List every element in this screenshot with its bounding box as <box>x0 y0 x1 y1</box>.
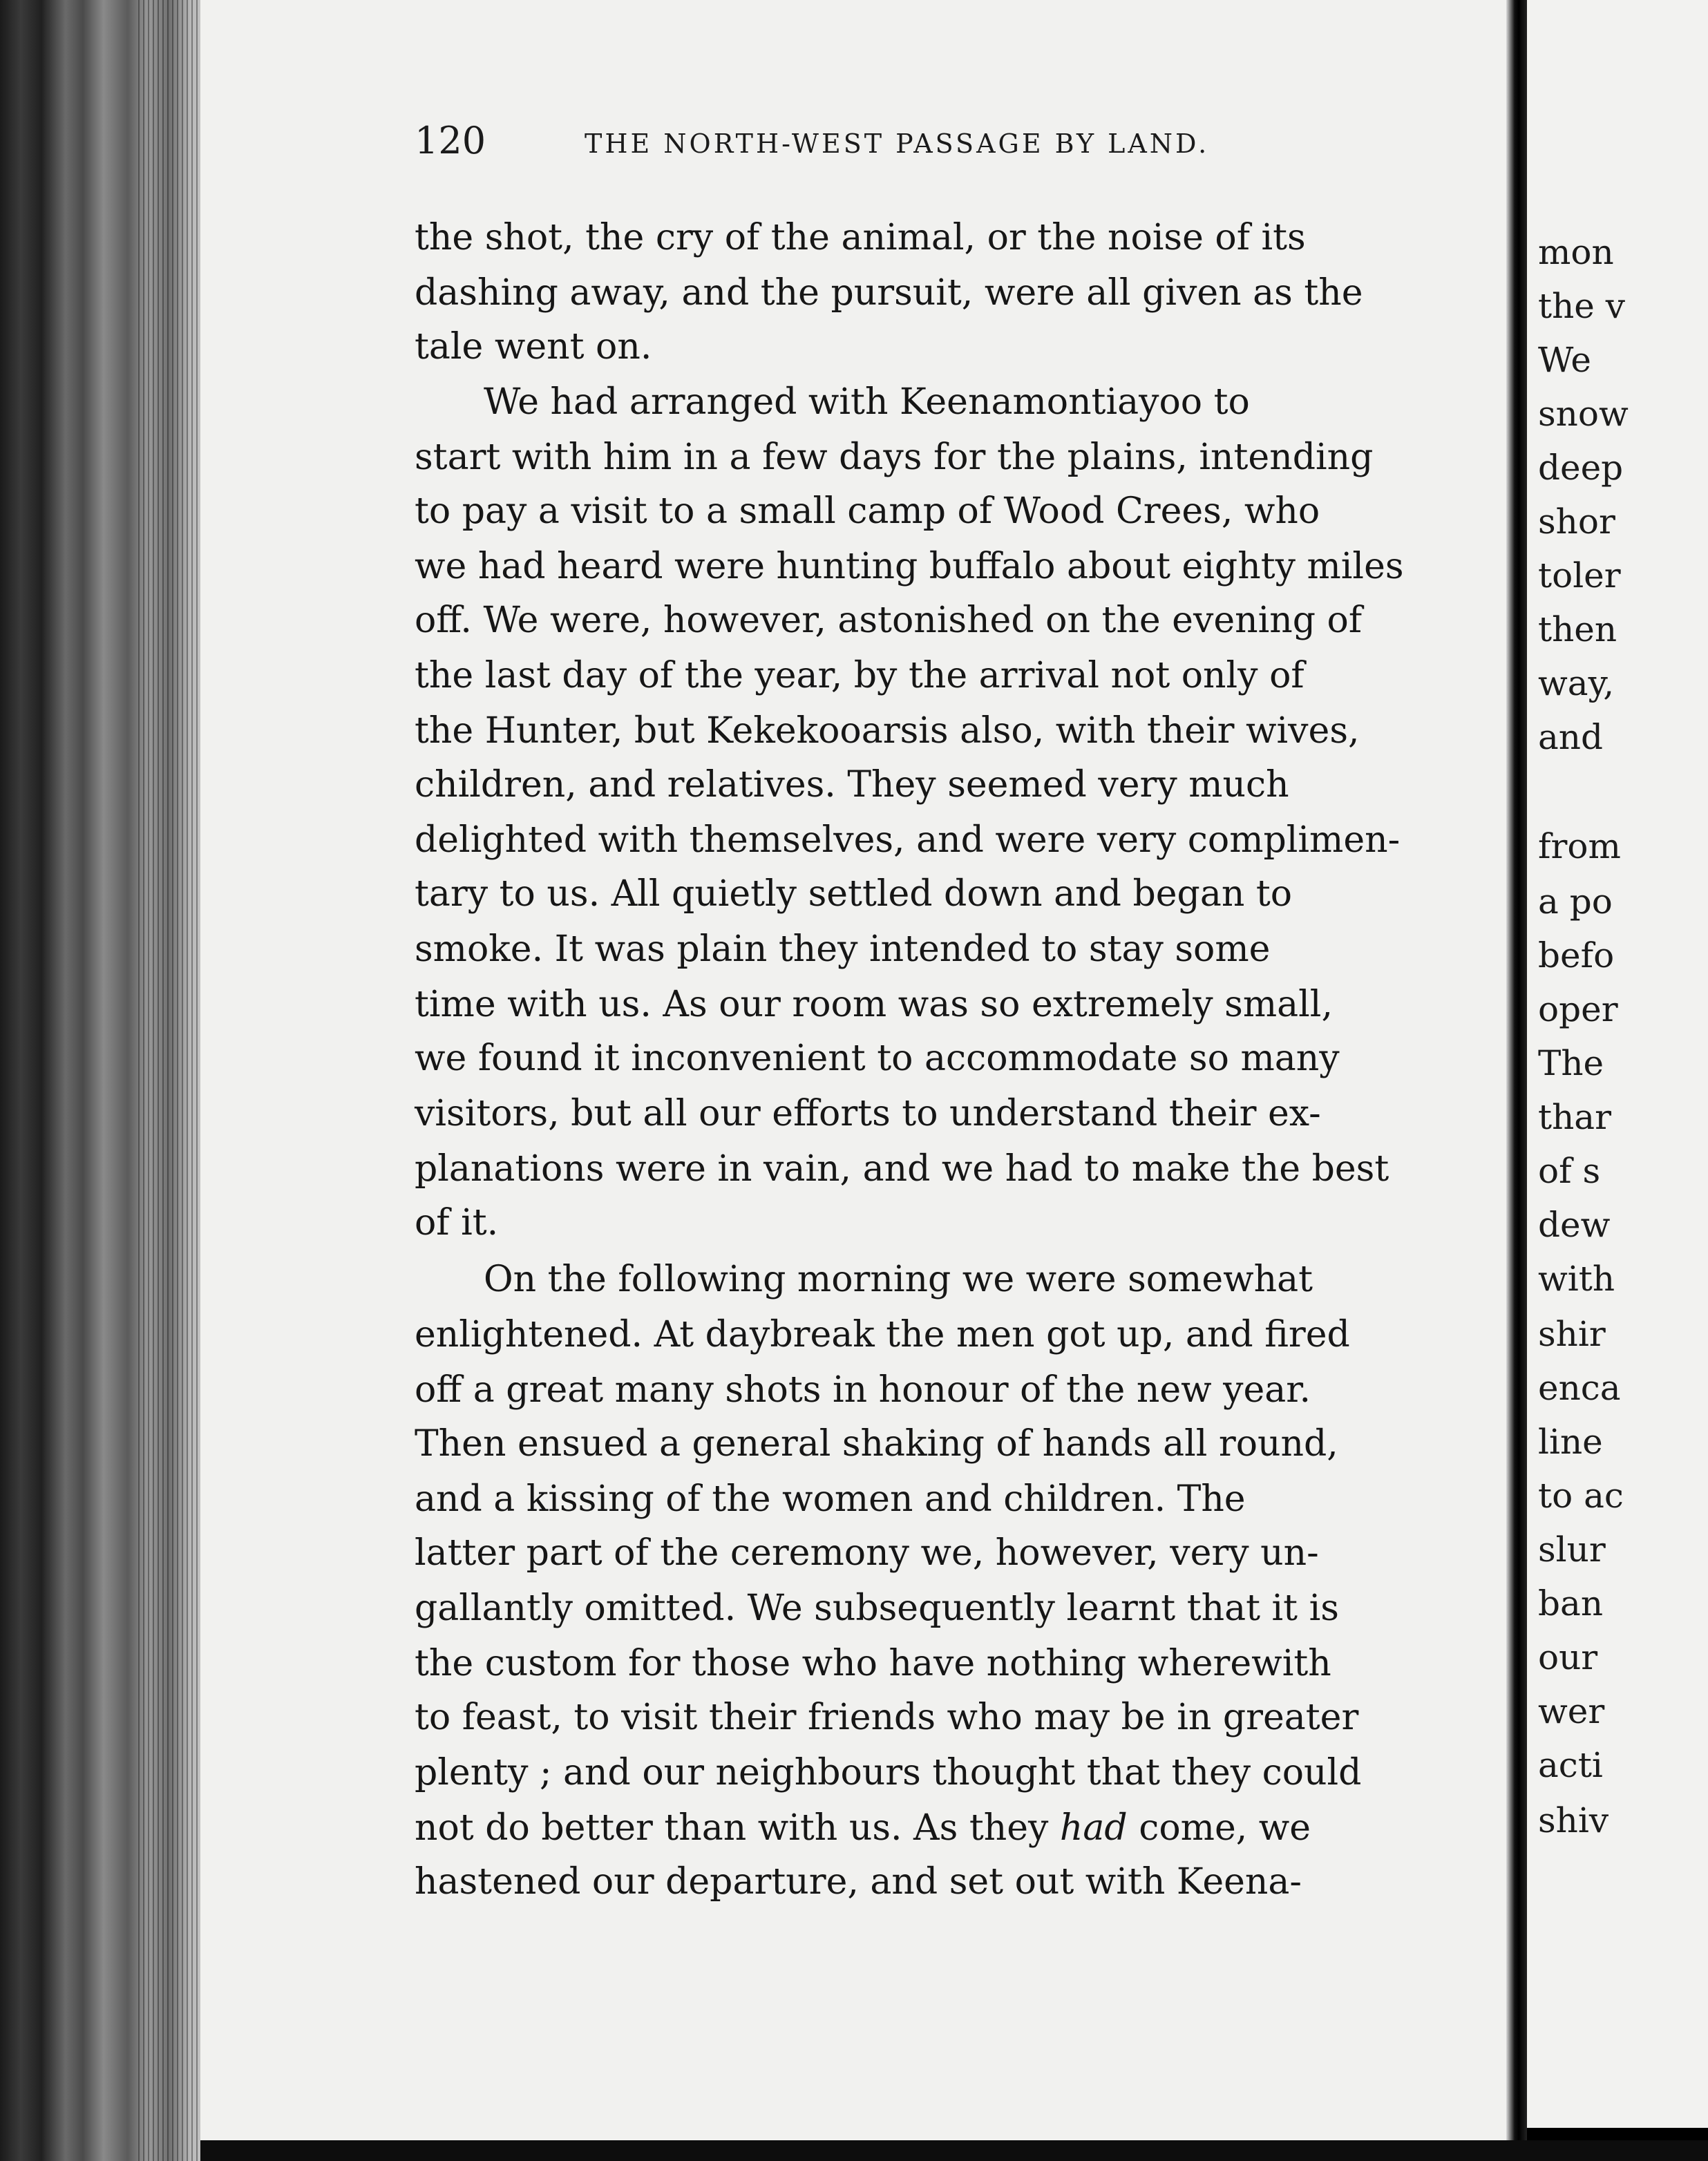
text-line: planations were in vain, and we had to make the best <box>415 1148 1389 1190</box>
text-line: the shot, the cry of the animal, or the noise of its <box>415 217 1306 258</box>
facing-page-line: thar <box>1538 1097 1612 1137</box>
text-line: On the following morning we were somewhat <box>484 1259 1313 1300</box>
text-line: and a kissing of the women and children. The <box>415 1478 1246 1520</box>
text-line: we found it inconvenient to accommodate so many <box>415 1038 1340 1079</box>
facing-page-line: enca <box>1538 1368 1621 1408</box>
text-line: plenty ; and our neighbours thought that they could <box>415 1752 1362 1793</box>
facing-page-line: befo <box>1538 935 1615 975</box>
text-line: we had heard were hunting buffalo about eighty miles <box>415 546 1404 587</box>
text-line: visitors, but all our efforts to understand their ex- <box>415 1093 1321 1134</box>
text-line: to feast, to visit their friends who may be in greater <box>415 1697 1359 1738</box>
facing-page-line: the v <box>1538 286 1626 326</box>
text-line: Then ensued a general shaking of hands all round, <box>415 1423 1338 1465</box>
facing-page-line: deep <box>1538 448 1624 488</box>
facing-page-line: toler <box>1538 555 1621 596</box>
italic-word: had <box>1059 1807 1128 1849</box>
facing-page-line: from <box>1538 826 1621 866</box>
text-line: tary to us. All quietly settled down and began to <box>415 873 1293 915</box>
text-span: not do better than with us. As they <box>415 1807 1049 1849</box>
facing-page-line: shiv <box>1538 1800 1609 1840</box>
facing-page-line: line <box>1538 1422 1603 1462</box>
text-line <box>415 1807 1374 1849</box>
facing-page-line: shir <box>1538 1314 1606 1354</box>
page-number: 120 <box>415 119 486 162</box>
page-edges <box>138 0 207 2161</box>
text-line: tale went on. <box>415 326 652 368</box>
facing-page-line: then <box>1538 609 1617 649</box>
facing-page-line: mon <box>1538 232 1614 272</box>
facing-page-line: wer <box>1538 1691 1605 1731</box>
facing-page-line: our <box>1538 1637 1598 1677</box>
text-line: the custom for those who have nothing wherewith <box>415 1643 1331 1684</box>
text-line: latter part of the ceremony we, however, very un- <box>415 1532 1319 1574</box>
text-line: of it. <box>415 1202 499 1244</box>
facing-page-line: We <box>1538 340 1591 380</box>
facing-page-line: The <box>1538 1043 1604 1083</box>
facing-page-line: acti <box>1538 1745 1603 1785</box>
facing-page-line: snow <box>1538 394 1629 434</box>
text-line: time with us. As our room was so extremely small, <box>415 984 1333 1025</box>
facing-page-fragment <box>1527 0 1708 2128</box>
book-gutter <box>1506 0 1527 2161</box>
running-title: THE NORTH-WEST PASSAGE BY LAND. <box>585 128 1210 159</box>
text-line: start with him in a few days for the plains, intending <box>415 437 1374 478</box>
facing-page-line: to ac <box>1538 1476 1624 1516</box>
text-span: come, we <box>1139 1807 1311 1849</box>
facing-page-line: ban <box>1538 1583 1604 1624</box>
text-line: delighted with themselves, and were very complimen- <box>415 819 1401 861</box>
facing-page-line: slur <box>1538 1530 1606 1570</box>
text-line: the last day of the year, by the arrival not only of <box>415 655 1304 696</box>
text-line: hastened our departure, and set out with Keena- <box>415 1861 1302 1903</box>
text-line: We had arranged with Keenamontiayoo to <box>484 381 1250 423</box>
text-line: smoke. It was plain they intended to stay some <box>415 929 1271 970</box>
page-header <box>415 119 1244 167</box>
facing-page-line: dew <box>1538 1205 1611 1245</box>
scan-bottom-edge <box>200 2140 1708 2161</box>
text-line: enlightened. At daybreak the men got up, and fired <box>415 1314 1350 1355</box>
facing-page-line: and <box>1538 717 1604 757</box>
text-line: dashing away, and the pursuit, were all given as the <box>415 272 1363 314</box>
facing-page-line: shor <box>1538 502 1615 542</box>
text-line: off. We were, however, astonished on the evening of <box>415 600 1363 641</box>
facing-page-line: a po <box>1538 882 1613 922</box>
facing-page-line: of s <box>1538 1151 1601 1191</box>
text-line: off a great many shots in honour of the new year. <box>415 1369 1311 1411</box>
text-line: children, and relatives. They seemed very much <box>415 764 1289 806</box>
facing-page-line: oper <box>1538 989 1618 1029</box>
text-line: gallantly omitted. We subsequently learnt that it is <box>415 1588 1339 1629</box>
facing-page-line: way, <box>1538 663 1615 703</box>
facing-page-line: with <box>1538 1259 1615 1299</box>
text-line: the Hunter, but Kekekooarsis also, with their wives, <box>415 710 1360 752</box>
text-line: to pay a visit to a small camp of Wood Crees, who <box>415 491 1320 532</box>
